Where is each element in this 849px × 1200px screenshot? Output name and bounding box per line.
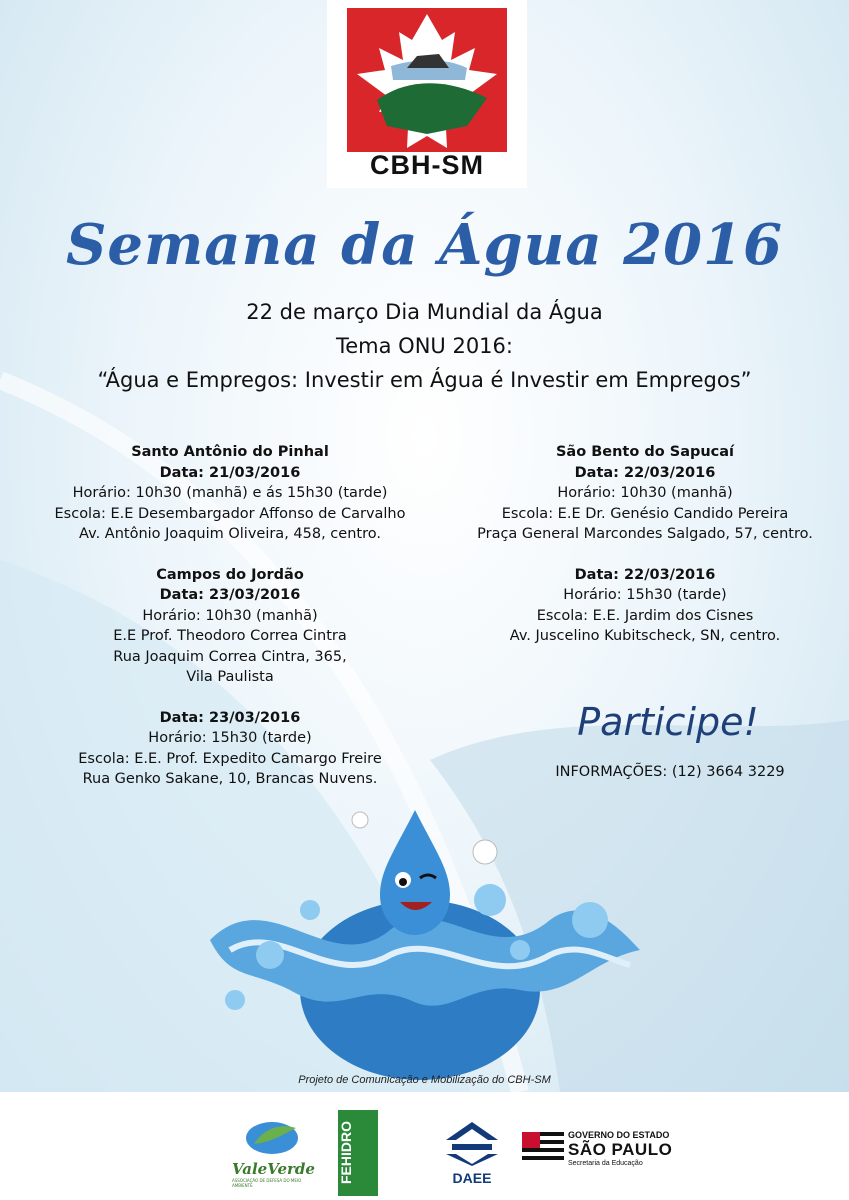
fehidro-name: FEHIDRO [338,1121,354,1185]
event-address-2: Vila Paulista [186,669,274,685]
event-school: Escola: E.E Desembargador Affonso de Carvalho [54,505,406,522]
event-jordao-2 [20,708,440,790]
sao-paulo-government-logo [522,1130,682,1180]
subtitle-line1: 22 de março Dia Mundial da Água [246,300,603,324]
cbh-sm-logo [327,0,527,188]
daee-symbol-icon [444,1120,500,1166]
logo-text: CBH-SM [370,150,484,180]
event-jordao-1 [20,565,440,688]
event-time: Horário: 10h30 (manhã) [142,607,318,624]
event-time: Horário: 15h30 (tarde) [563,587,727,603]
event-address: Av. Antônio Joaquim Oliveira, 458, centro. [79,526,381,542]
page-title: Semana da Água 2016 [65,212,783,278]
valeverde-name: ValeVerde [232,1160,315,1178]
sp-line2: SÃO PAULO [568,1140,673,1159]
event-date: Data: 21/03/2016 [159,464,301,481]
subtitle-line3: “Água e Empregos: Investir em Água é Investir em Empregos” [97,368,752,392]
footer-note: Projeto de Comunicação e Mobilização do CBH-SM [298,1074,551,1086]
event-address: Av. Juscelino Kubitscheck, SN, centro. [509,628,781,644]
event-school: E.E Prof. Theodoro Correa Cintra [113,628,347,644]
event-address: Rua Joaquim Correa Cintra, 365, [113,648,347,665]
info-phone: INFORMAÇÕES: (12) 3664 3229 [555,764,785,780]
maple-leaf-icon [347,8,507,152]
event-school: Escola: E.E. Jardim dos Cisnes [536,607,754,624]
event-date: Data: 22/03/2016 [574,566,716,583]
event-address: Rua Genko Sakane, 10, Brancas Nuvens. [82,771,378,787]
event-date: Data: 23/03/2016 [159,587,301,603]
right-column [440,442,849,667]
event-pinhal [20,442,440,545]
valeverde-bird-icon [242,1116,302,1156]
event-address: Praça General Marcondes Salgado, 57, centro. [477,526,813,542]
event-sapucai-1 [440,442,849,545]
event-time: Horário: 15h30 (tarde) [148,730,312,746]
fehidro-logo [338,1110,378,1196]
left-column [20,442,440,810]
sp-flag-icon [522,1132,564,1164]
event-sapucai-2 [440,565,849,647]
event-time: Horário: 10h30 (manhã) [557,485,733,501]
daee-logo [444,1120,500,1190]
event-city: Campos do Jordão [156,566,304,583]
event-time: Horário: 10h30 (manhã) e ás 15h30 (tarde) [72,485,388,501]
valeverde-subtitle: ASSOCIAÇÃO DE DEFESA DO MEIO AMBIENTE [232,1178,302,1188]
event-school: Escola: E.E. Prof. Expedito Camargo Freire [78,750,382,767]
sp-line1: GOVERNO DO ESTADO [568,1130,670,1140]
water-drop-mascot-icon [190,790,650,1080]
event-date: Data: 23/03/2016 [159,709,301,726]
event-city: São Bento do Sapucaí [555,444,735,460]
event-city: Santo Antônio do Pinhal [131,444,329,460]
participe-heading: Participe! [577,700,759,744]
sp-line3: Secretaria da Educação [568,1160,643,1167]
event-date: Data: 22/03/2016 [574,464,716,481]
daee-name: DAEE [452,1170,492,1186]
subtitle-line2: Tema ONU 2016: [336,334,513,358]
event-school: Escola: E.E Dr. Genésio Candido Pereira [501,505,789,522]
sponsor-footer [0,1092,849,1200]
valeverde-logo [232,1116,315,1188]
